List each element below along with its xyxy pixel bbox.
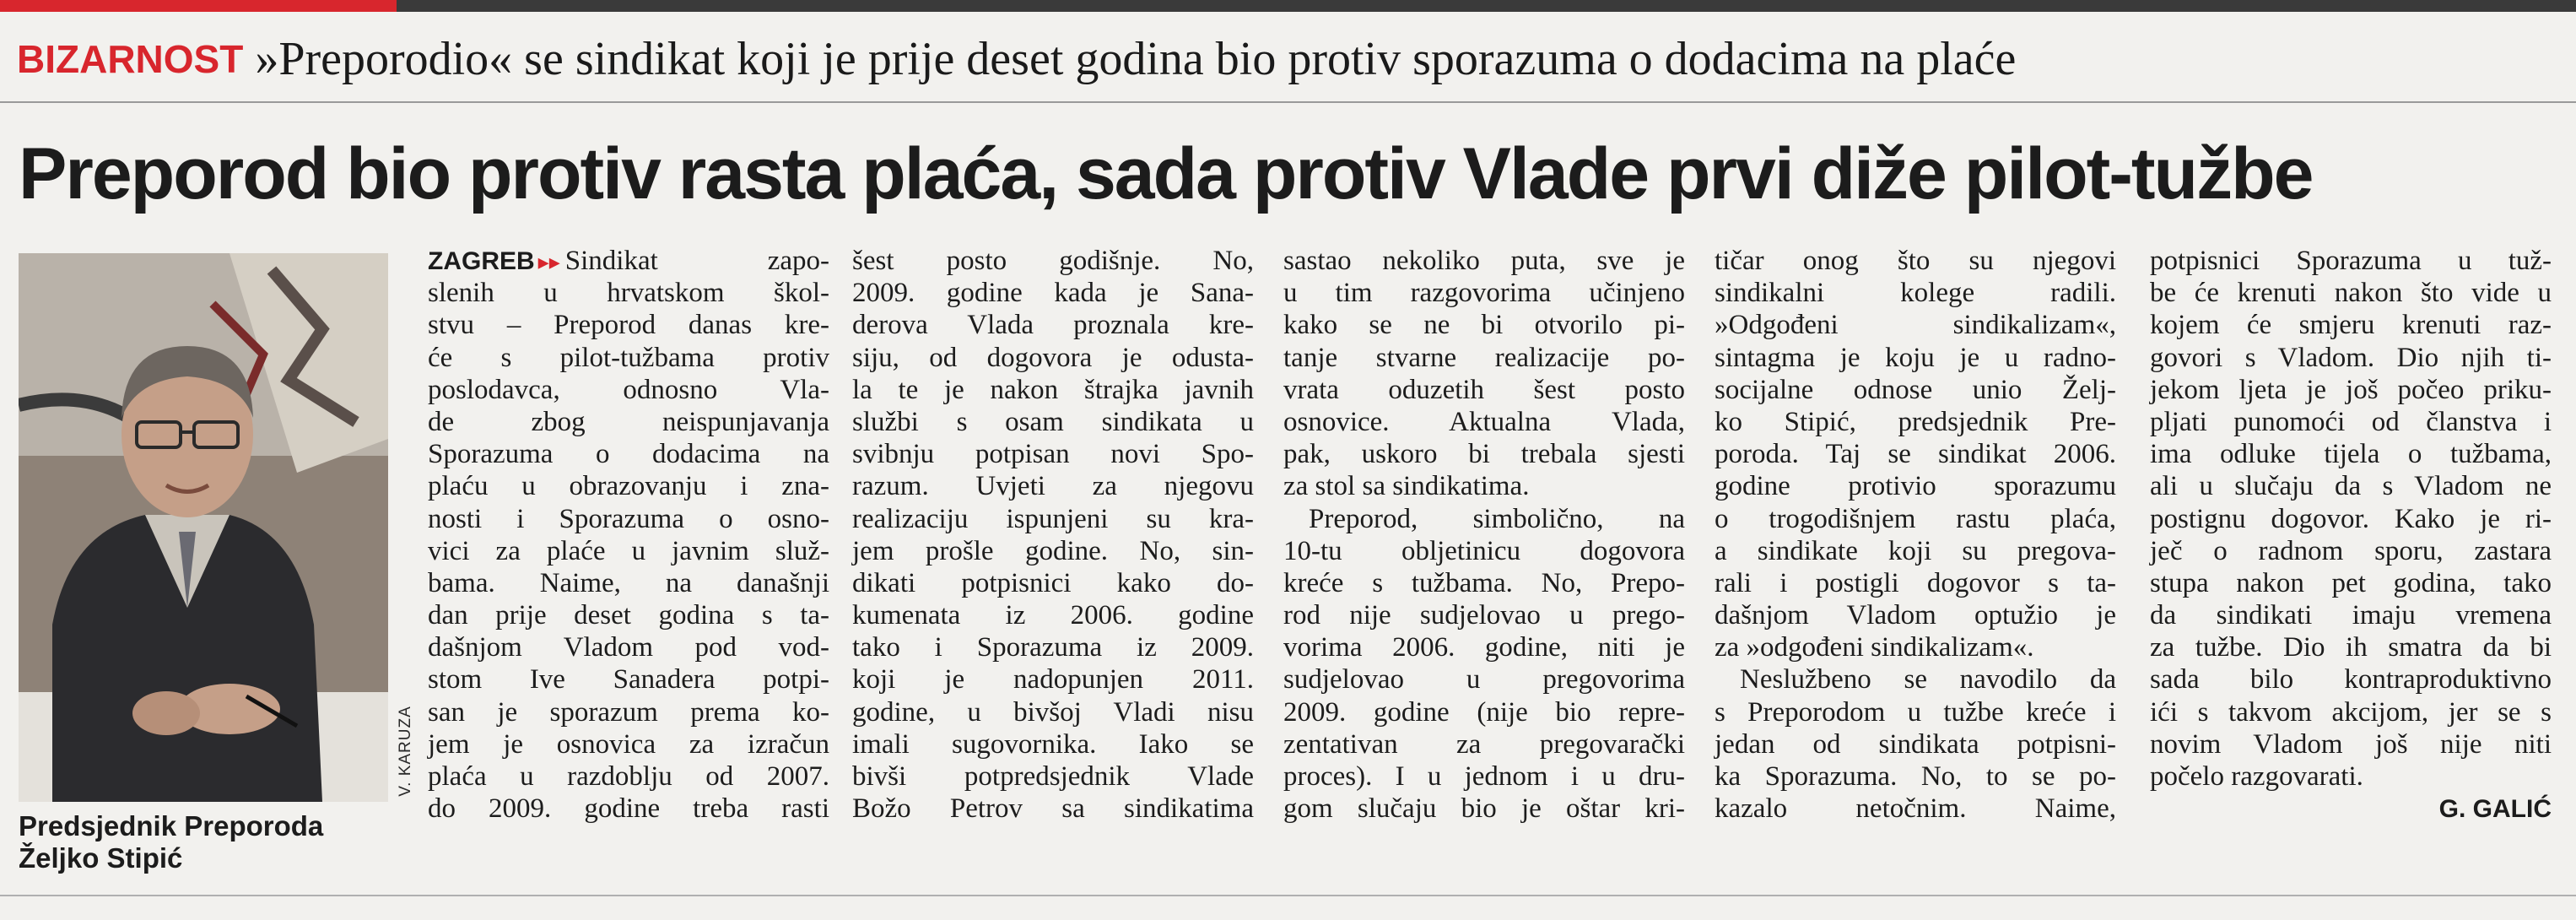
column-line: dašnjom Vladom optužio je [1715,600,2116,631]
column-line: u tim razgovorima učinjeno [1283,278,1685,309]
column-line: za stol sa sindikatima. [1283,471,1530,502]
column-line: socijalne odnose unio Želj- [1715,374,2116,405]
column-line: imali sugovornika. Iako se [852,728,1254,760]
author-line [2150,793,2552,825]
column-line: postignu dogovor. Kako je ri- [2150,503,2552,534]
caption-line: Predsjednik Preporoda [19,810,324,842]
column-line: vrata oduzetih šest posto [1283,374,1685,405]
column-line: plaća u razdoblju od 2007. [428,761,829,792]
article-column-1 [428,245,829,825]
column-line: jem prošle godine. No, sin- [852,535,1254,566]
column-line: vici za plaće u javnim služ- [428,535,829,566]
column-line: Božo Petrov sa sindikatima [852,793,1254,825]
author-byline: G. GALIĆ [2438,795,2552,824]
photo-credit [393,701,419,802]
column-line: san je sporazum prema ko- [428,696,829,728]
column-line: o trogodišnjem rastu plaća, [1715,503,2116,534]
column-line: bama. Naime, na današnji [428,567,829,598]
column-line: kumenata iz 2006. godine [852,600,1254,631]
column-line: de zbog neispunjavanja [428,406,829,437]
column-line: službi s osam sindikata u [852,406,1254,437]
column-line: vorima 2006. godine, niti je [1283,632,1685,663]
column-line: s Preporodom u tužbe kreće i [1715,696,2116,728]
column-line: šest posto godišnje. No, [852,246,1254,276]
column-line: zentativan za pregovarački [1283,728,1685,760]
top-color-strip [0,0,2576,12]
column-line: za tužbe. Dio ih smatra da bi [2150,632,2552,663]
column-line: tanje stvarne realizacije po- [1283,342,1685,373]
column-line: nosti i Sporazuma o osno- [428,503,829,534]
column-line: godine protivio sporazumu [1715,471,2116,502]
kicker-divider [0,101,2576,103]
column-line: gom slučaju bio je oštar kri- [1283,793,1685,825]
column-line: novim Vladom još nije niti [2150,728,2552,760]
column-line: kojem će smjeru krenuti raz- [2150,310,2552,341]
column-line: ali u slučaju da s Vladom ne [2150,471,2552,502]
column-line [428,245,829,277]
column-line: svibnju potpisan novi Spo- [852,439,1254,470]
column-line: derova Vlada proznala kre- [852,310,1254,341]
column-line: la te je nakon štrajka javnih [852,374,1254,405]
column-line: koji je nadopunjen 2011. [852,664,1254,695]
column-line: »Odgođeni sindikalizam«, [1715,310,2116,341]
article-column-5 [2150,245,2552,825]
column-line: sastao nekoliko puta, sve je [1283,246,1685,276]
caption-line: Željko Stipić [19,842,183,874]
column-line: ječ o radnom sporu, zastara [2150,535,2552,566]
column-line: potpisnici Sporazuma u tuž- [2150,246,2552,276]
column-line: dikati potpisnici kako do- [852,567,1254,598]
column-line: poroda. Taj se sindikat 2006. [1715,439,2116,470]
column-line: da sindikati imaju vremena [2150,600,2552,631]
article-column-2 [852,245,1254,825]
kicker-label: BIZARNOST [17,37,244,81]
column-line: pljati punomoći od članstva i [2150,406,2552,437]
column-line: 2009. godine (nije bio repre- [1283,696,1685,728]
photo-caption [19,810,390,874]
article-column-4 [1715,245,2116,825]
column-line: jekom ljeta je još počeo priku- [2150,374,2552,405]
column-line: poslodavca, odnosno Vla- [428,374,829,405]
column-line: be će krenuti nakon što vide u [2150,278,2552,309]
column-line: stom Ive Sanadera potpi- [428,664,829,695]
column-line: godine, u bivšoj Vladi nisu [852,696,1254,728]
column-line: će s pilot-tužbama protiv [428,342,829,373]
column-line: jem je osnovica za izračun [428,728,829,760]
column-line: kazalo netočnim. Naime, [1715,793,2116,825]
column-line: počelo razgovarati. [2150,761,2363,792]
column-line: realizaciju ispunjeni su kra- [852,503,1254,534]
column-line: ko Stipić, predsjednik Pre- [1715,406,2116,437]
section-color-tab [0,0,397,12]
column-line: siju, od dogovora je odusta- [852,342,1254,373]
dateline-arrow-icon: ▸▸ [537,250,560,274]
column-line: za »odgođeni sindikalizam«. [1715,632,2034,663]
column-line: stvu – Preporod danas kre- [428,310,829,341]
column-line: osnovice. Aktualna Vlada, [1283,406,1685,437]
column-line: kako se ne bi otvorilo pi- [1283,310,1685,341]
bottom-divider [0,895,2576,896]
line-text: Sindikat zapo- [564,246,829,276]
column-line: tako i Sporazuma iz 2009. [852,632,1254,663]
column-line: sudjelovao u pregovorima [1283,664,1685,695]
column-line: jedan od sindikata potpisni- [1715,728,2116,760]
column-line: govori s Vladom. Dio njih ti- [2150,342,2552,373]
column-line: Preporod, simbolično, na [1309,503,1685,534]
column-line: proces). I u jednom i u dru- [1283,761,1685,792]
column-line: dašnjom Vladom pod vod- [428,632,829,663]
column-line: pak, uskoro bi trebala sjesti [1283,439,1685,470]
column-line: do 2009. godine treba rasti [428,793,829,825]
column-line: Sporazuma o dodacima na [428,439,829,470]
column-line: sada bilo kontraproduktivno [2150,664,2552,695]
column-line: slenih u hrvatskom škol- [428,278,829,309]
kicker-text: »Preporodio« se sindikat koji je prije deset godina bio protiv sporazuma o dodacima na plaće [255,33,2017,85]
column-line: 2009. godine kada je Sana- [852,278,1254,309]
dateline: ZAGREB [428,247,535,275]
column-line: bivši potpredsjednik Vlade [852,761,1254,792]
column-line: rali i postigli dogovor s ta- [1715,567,2116,598]
column-line: razum. Uvjeti za njegovu [852,471,1254,502]
column-line: stupa nakon pet godina, tako [2150,567,2552,598]
column-line: rod nije sudjelovao u prego- [1283,600,1685,631]
column-line: sindikalni kolege radili. [1715,278,2116,309]
photo-credit-text: V. KARUZA [397,706,414,797]
portrait-photo [19,253,388,802]
column-line: kreće s tužbama. No, Prepo- [1283,567,1685,598]
column-line: sintagma je koju je u radno- [1715,342,2116,373]
headline: Preporod bio protiv rasta plaća, sada protiv Vlade prvi diže pilot-tužbe [19,133,2313,214]
column-line: tičar onog što su njegovi [1715,246,2116,276]
column-line: a sindikate koji su pregova- [1715,535,2116,566]
column-line: Neslužbeno se navodilo da [1740,664,2116,695]
kicker-row [17,25,2557,93]
column-line: ima odluke tijela o tužbama, [2150,439,2552,470]
column-line: ka Sporazuma. No, to se po- [1715,761,2116,792]
column-line: plaću u obrazovanju i zna- [428,471,829,502]
column-line: dan prije deset godina s ta- [428,600,829,631]
column-line: ići s takvom akcijom, jer se s [2150,696,2552,728]
portrait-illustration [19,253,388,802]
column-line: 10-tu obljetinicu dogovora [1283,535,1685,566]
article-column-3 [1283,245,1685,825]
